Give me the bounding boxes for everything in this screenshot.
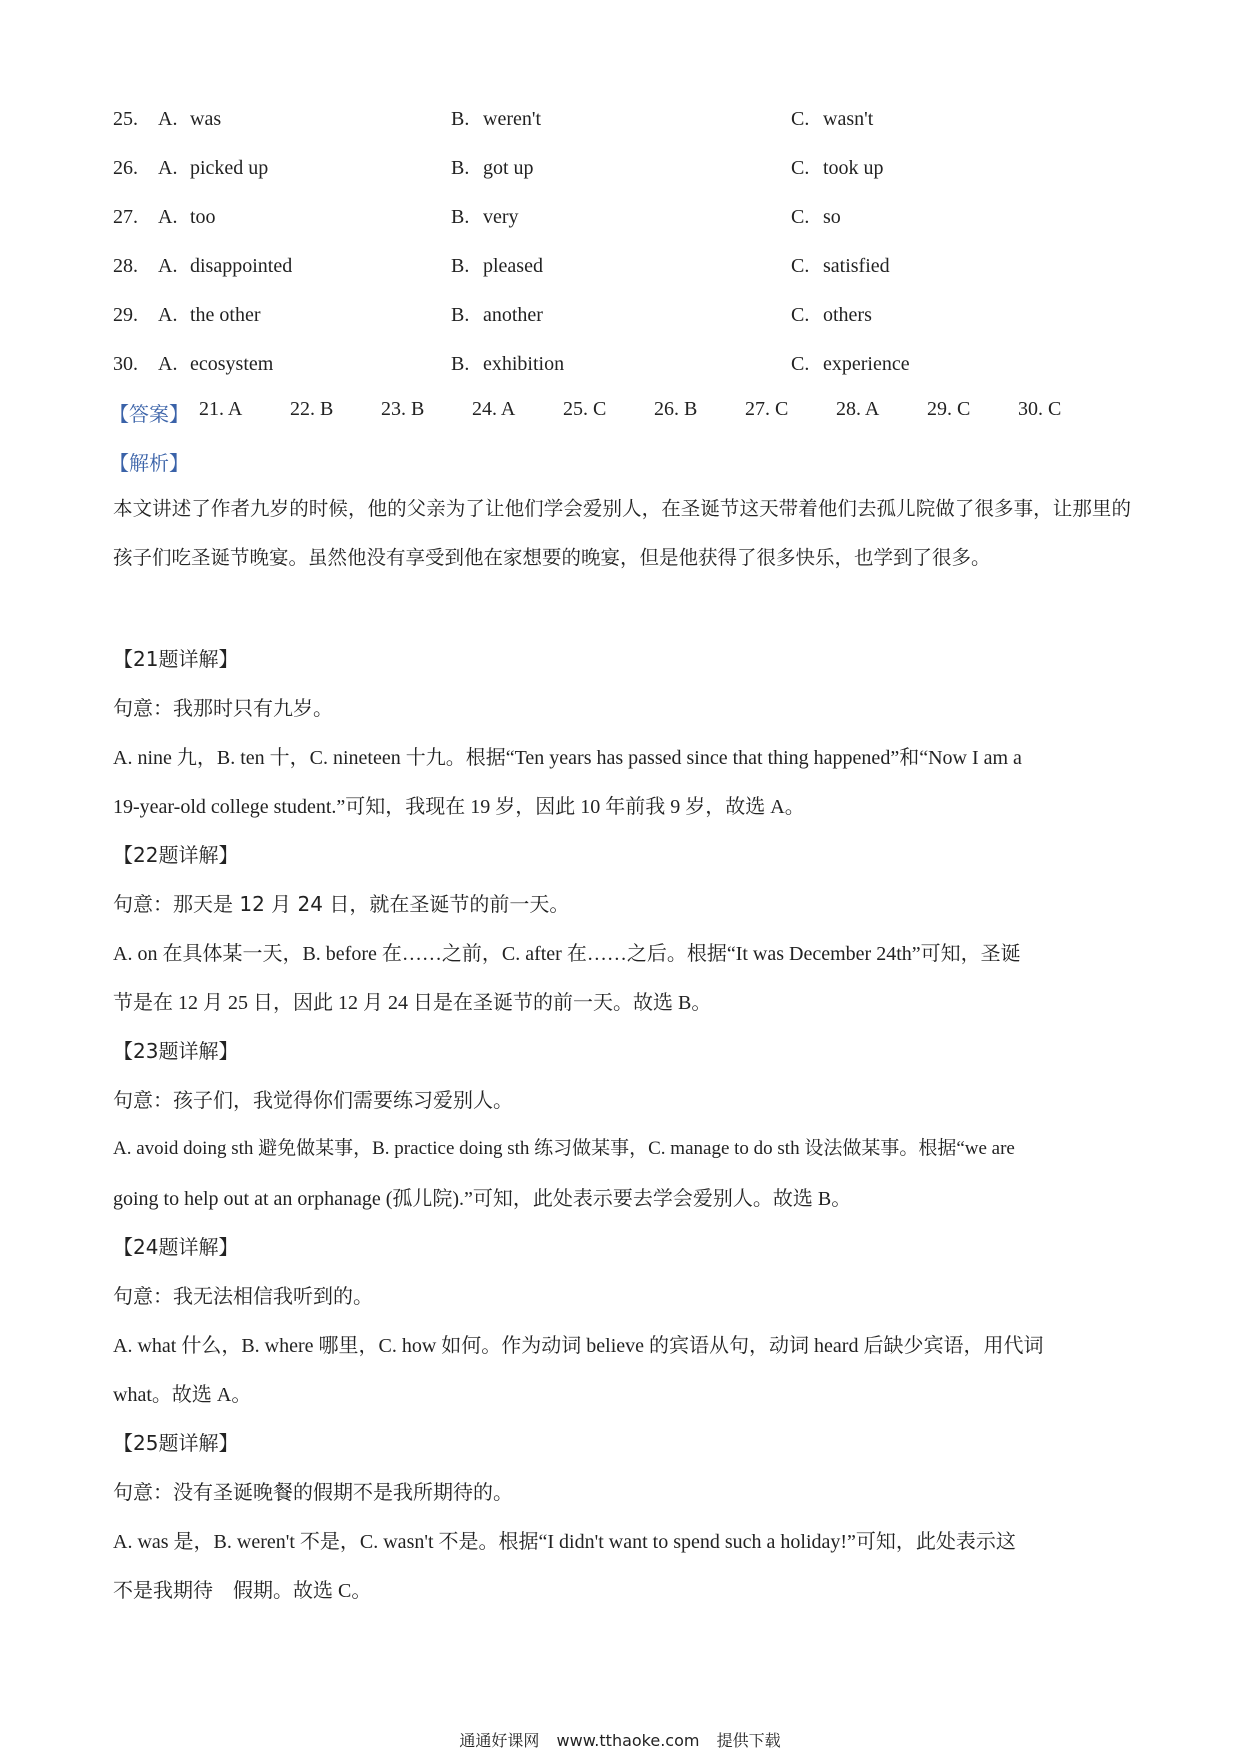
option-b: B. very bbox=[451, 206, 519, 228]
detail-heading: 【23题详解】 bbox=[113, 1039, 239, 1063]
option-a: A. ecosystem bbox=[158, 353, 274, 375]
option-a: A. picked up bbox=[158, 157, 269, 179]
detail-explanation: 不是我期待 假期。故选 C。 bbox=[113, 1580, 372, 1602]
option-c: C. others bbox=[791, 304, 872, 326]
analysis-tag: 【解析】 bbox=[109, 451, 189, 475]
detail-explanation: A. nine 九，B. ten 十，C. nineteen 十九。根据“Ten years has passed since that thing happened”和“Now I am a bbox=[113, 747, 1022, 769]
detail-explanation: 节是在 12 月 25 日，因此 12 月 24 日是在圣诞节的前一天。故选 B。 bbox=[113, 992, 712, 1014]
detail-explanation: what。故选 A。 bbox=[113, 1384, 252, 1406]
option-c: C. wasn't bbox=[791, 108, 874, 130]
detail-sentence: 句意：那天是 12 月 24 日，就在圣诞节的前一天。 bbox=[113, 892, 570, 916]
question-row bbox=[113, 206, 1133, 236]
question-number: 27. bbox=[113, 206, 138, 228]
detail-sentence: 句意：我无法相信我听到的。 bbox=[113, 1284, 373, 1308]
option-b: B. got up bbox=[451, 157, 534, 179]
question-row bbox=[113, 304, 1133, 334]
answer-item: 25. C bbox=[563, 398, 607, 420]
footer-url[interactable]: www.tthaoke.com bbox=[556, 1731, 700, 1750]
option-c: C. experience bbox=[791, 353, 910, 375]
detail-heading: 【25题详解】 bbox=[113, 1431, 239, 1455]
detail-sentence: 句意：没有圣诞晚餐的假期不是我所期待的。 bbox=[113, 1480, 513, 1504]
question-number: 25. bbox=[113, 108, 138, 130]
answer-item: 23. B bbox=[381, 398, 425, 420]
option-a: A. was bbox=[158, 108, 222, 130]
option-b: B. weren't bbox=[451, 108, 542, 130]
answer-item: 27. C bbox=[745, 398, 789, 420]
page-footer bbox=[0, 1728, 1240, 1751]
detail-explanation: 19-year-old college student.”可知，我现在 19 岁，因此 10 年前我 9 岁，故选 A。 bbox=[113, 796, 805, 818]
question-row bbox=[113, 108, 1133, 138]
answer-item: 28. A bbox=[836, 398, 880, 420]
question-number: 28. bbox=[113, 255, 138, 277]
answer-tag: 【答案】 bbox=[109, 402, 189, 426]
detail-sentence: 句意：孩子们，我觉得你们需要练习爱别人。 bbox=[113, 1088, 513, 1112]
detail-heading: 【24题详解】 bbox=[113, 1235, 239, 1259]
option-b: B. pleased bbox=[451, 255, 543, 277]
answer-item: 21. A bbox=[199, 398, 243, 420]
detail-heading: 【22题详解】 bbox=[113, 843, 239, 867]
question-number: 26. bbox=[113, 157, 138, 179]
option-c: C. took up bbox=[791, 157, 884, 179]
question-row bbox=[113, 157, 1133, 187]
question-row bbox=[113, 353, 1133, 383]
option-b: B. another bbox=[451, 304, 543, 326]
footer-site-name: 通通好课网 bbox=[459, 1731, 540, 1750]
detail-explanation: A. was 是，B. weren't 不是，C. wasn't 不是。根据“I didn't want to spend such a holiday!”可知，此处表示这 bbox=[113, 1531, 1016, 1553]
answer-item: 30. C bbox=[1018, 398, 1062, 420]
summary-paragraph: 本文讲述了作者九岁的时候，他的父亲为了让他们学会爱别人，在圣诞节这天带着他们去孤儿院做了很多事，让那里的孩子们吃圣诞节晚宴。虽然他没有享受到他在家想要的晚宴，但是他获得了很多快乐，也学到了很多。 bbox=[113, 497, 1131, 569]
detail-explanation: A. on 在具体某一天，B. before 在……之前，C. after 在……之后。根据“It was December 24th”可知，圣诞 bbox=[113, 943, 1021, 965]
question-number: 30. bbox=[113, 353, 138, 375]
answer-item: 29. C bbox=[927, 398, 971, 420]
detail-explanation: going to help out at an orphanage (孤儿院).”可知，此处表示要去学会爱别人。故选 B。 bbox=[113, 1188, 852, 1210]
detail-heading: 【21题详解】 bbox=[113, 647, 239, 671]
footer-note: 提供下载 bbox=[716, 1731, 781, 1750]
answer-item: 24. A bbox=[472, 398, 516, 420]
detail-explanation: A. avoid doing sth 避免做某事，B. practice doing sth 练习做某事，C. manage to do sth 设法做某事。根据“we are bbox=[113, 1138, 1015, 1159]
option-b: B. exhibition bbox=[451, 353, 565, 375]
answer-item: 26. B bbox=[654, 398, 698, 420]
option-a: A. the other bbox=[158, 304, 261, 326]
answer-item: 22. B bbox=[290, 398, 334, 420]
question-row bbox=[113, 255, 1133, 285]
option-a: A. too bbox=[158, 206, 216, 228]
option-c: C. satisfied bbox=[791, 255, 890, 277]
option-c: C. so bbox=[791, 206, 841, 228]
option-a: A. disappointed bbox=[158, 255, 293, 277]
question-number: 29. bbox=[113, 304, 138, 326]
detail-sentence: 句意：我那时只有九岁。 bbox=[113, 696, 333, 720]
detail-explanation: A. what 什么，B. where 哪里，C. how 如何。作为动词 believe 的宾语从句，动词 heard 后缺少宾语，用代词 bbox=[113, 1335, 1044, 1357]
